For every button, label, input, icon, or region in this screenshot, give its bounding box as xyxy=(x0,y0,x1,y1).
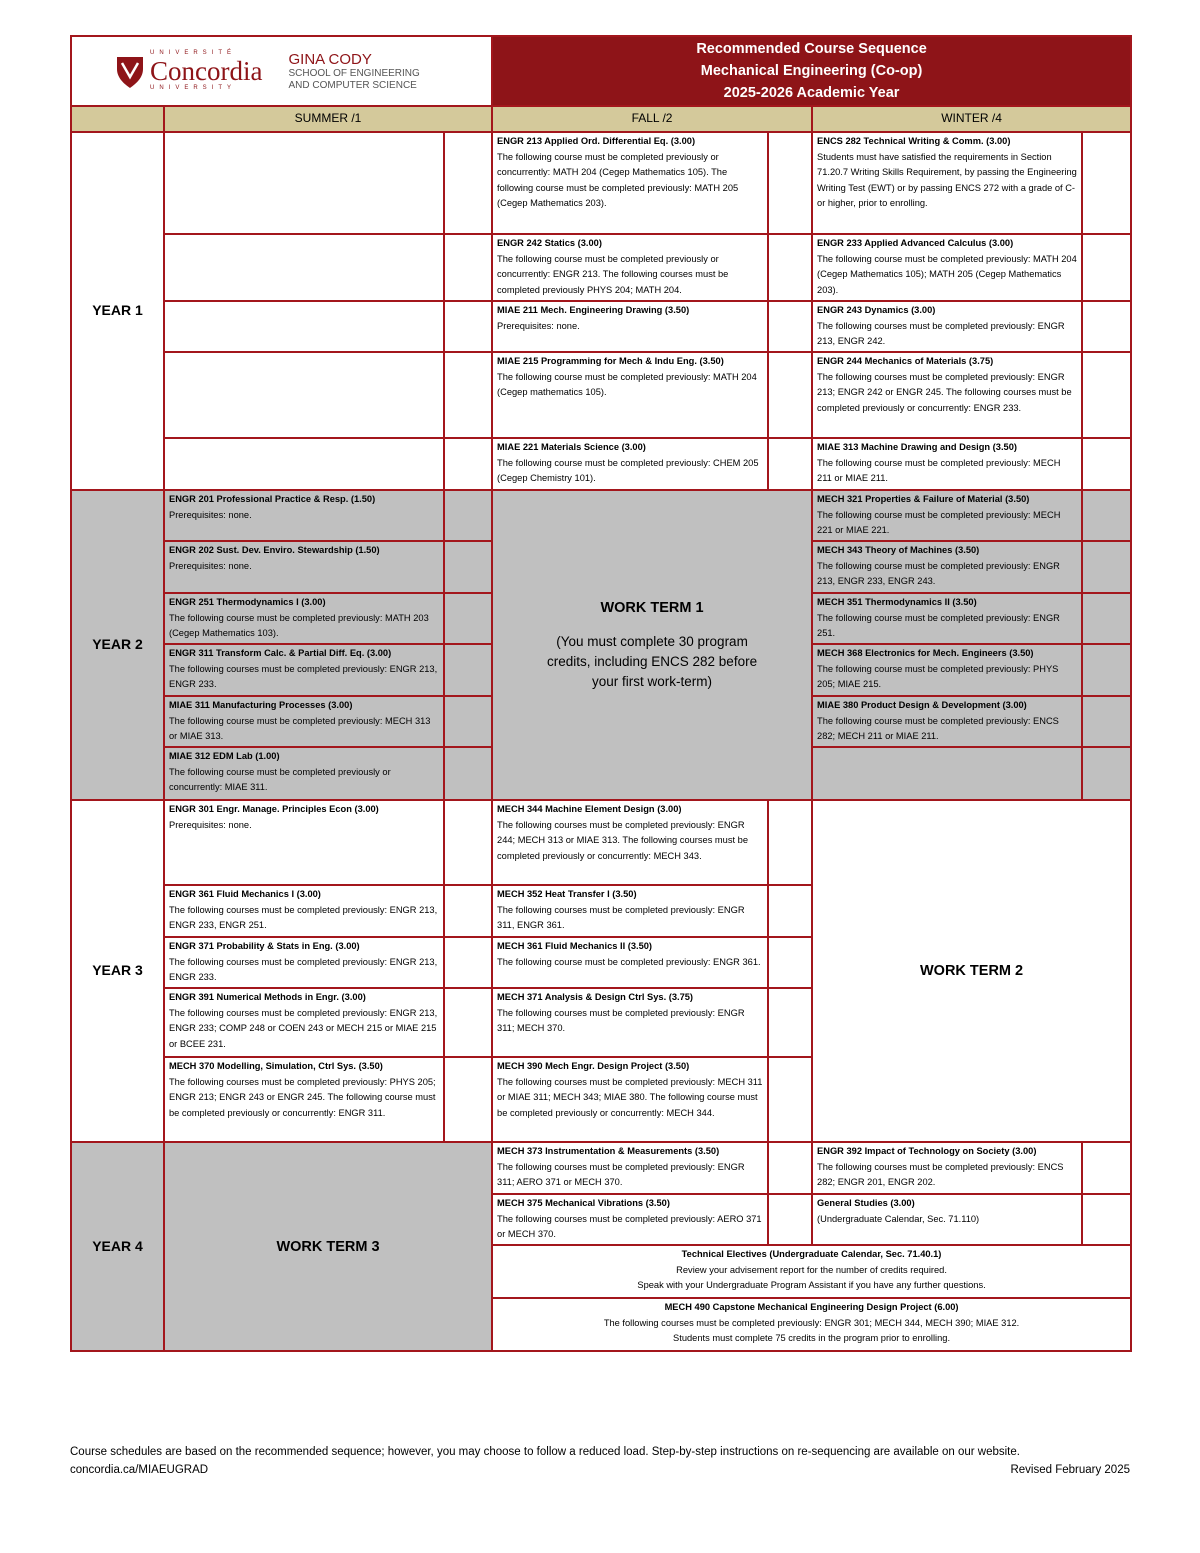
course-title: MIAE 313 Machine Drawing and Design (3.50) xyxy=(817,442,1017,452)
course-requirement: The following courses must be completed previously: ENGR 213; ENGR 242 or ENGR 245. The following courses must be completed previously or concurrently: ENGR 233. xyxy=(817,371,1072,413)
course-check xyxy=(444,696,492,747)
course-cell xyxy=(492,937,768,988)
course-cell xyxy=(164,490,444,541)
course-cell xyxy=(812,696,1082,747)
course-requirement: The following course must be completed previously or concurrently: MATH 204 (Cegep Mathematics 105). The following course must be completed previously: MATH 205 (Cegep Mathematics 203). xyxy=(497,151,739,209)
course-check xyxy=(768,800,812,885)
shield-icon xyxy=(116,53,144,89)
course-requirement: The following course must be completed previously: MATH 204 (Cegep mathematics 105). xyxy=(497,371,757,398)
header-blank xyxy=(71,106,164,132)
work-term-1 xyxy=(492,490,812,800)
course-requirement: Prerequisites: none. xyxy=(497,320,580,331)
course-check xyxy=(444,593,492,644)
course-cell xyxy=(164,800,444,885)
course-check xyxy=(444,988,492,1057)
sequence-title-banner xyxy=(492,36,1131,106)
course-title: MIAE 215 Programming for Mech & Indu Eng. (3.50) xyxy=(497,356,724,366)
course-title: ENGR 213 Applied Ord. Differential Eq. (3.00) xyxy=(497,136,696,146)
course-cell xyxy=(492,1057,768,1142)
course-requirement: Prerequisites: none. xyxy=(169,819,252,830)
empty-check xyxy=(444,234,492,301)
course-title: ENCS 282 Technical Writing & Comm. (3.00) xyxy=(817,136,1011,146)
course-requirement: Review your advisement report for the number of credits required. xyxy=(676,1264,947,1275)
course-title: ENGR 251 Thermodynamics I (3.00) xyxy=(169,597,326,607)
course-cell xyxy=(164,937,444,988)
empty-check xyxy=(444,301,492,352)
empty-cell xyxy=(812,747,1082,800)
work-term-3 xyxy=(164,1142,492,1351)
summer-header: SUMMER /1 xyxy=(164,106,492,132)
course-check xyxy=(768,1194,812,1245)
course-cell xyxy=(164,988,444,1057)
course-cell xyxy=(812,1142,1082,1194)
course-requirement: The following course must be completed previously: ENCS 282; MECH 211 or MIAE 211. xyxy=(817,715,1059,742)
course-check xyxy=(768,438,812,490)
course-requirement: The following course must be completed previously or concurrently: MIAE 311. xyxy=(169,766,391,793)
course-check xyxy=(768,352,812,438)
course-cell xyxy=(164,696,444,747)
course-title: ENGR 391 Numerical Methods in Engr. (3.00) xyxy=(169,992,366,1002)
course-requirement: The following course must be completed previously: ENGR 251. xyxy=(817,612,1060,639)
course-requirement: The following course must be completed previously: MECH 313 or MIAE 313. xyxy=(169,715,431,742)
course-requirement: The following course must be completed previously: MECH 221 or MIAE 221. xyxy=(817,509,1061,536)
course-check xyxy=(444,800,492,885)
empty-cell xyxy=(164,438,444,490)
work-term-3-title: WORK TERM 3 xyxy=(276,1238,380,1255)
course-cell xyxy=(492,1194,768,1245)
empty-cell xyxy=(164,234,444,301)
course-cell xyxy=(492,132,768,234)
title-line-1: Recommended Course Sequence xyxy=(696,41,927,57)
course-title: MECH 321 Properties & Failure of Material (3.50) xyxy=(817,494,1030,504)
course-requirement: (Undergraduate Calendar, Sec. 71.110) xyxy=(817,1213,980,1224)
empty-check xyxy=(1082,747,1131,800)
empty-check xyxy=(444,352,492,438)
empty-cell xyxy=(164,132,444,234)
course-requirement: The following courses must be completed previously: ENGR 213, ENGR 233, ENGR 251. xyxy=(169,904,438,931)
course-requirement: The following courses must be completed previously: ENGR 213, ENGR 242. xyxy=(817,320,1065,347)
course-title: MECH 490 Capstone Mechanical Engineering Design Project (6.00) xyxy=(664,1302,959,1312)
course-requirement: The following courses must be completed previously: ENGR 244; MECH 313 or MIAE 313. The following courses must be completed previously or concurrently: MECH 343. xyxy=(497,819,748,861)
course-check xyxy=(444,937,492,988)
year-3-label: YEAR 3 xyxy=(71,800,164,1142)
course-title: MECH 368 Electronics for Mech. Engineers (3.50) xyxy=(817,648,1034,658)
course-check xyxy=(444,644,492,696)
course-title: ENGR 233 Applied Advanced Calculus (3.00) xyxy=(817,238,1014,248)
course-title: MECH 343 Theory of Machines (3.50) xyxy=(817,545,980,555)
course-cell xyxy=(164,541,444,593)
course-cell xyxy=(492,301,768,352)
course-title: MECH 351 Thermodynamics II (3.50) xyxy=(817,597,977,607)
course-title: ENGR 301 Engr. Manage. Principles Econ (3.00) xyxy=(169,804,379,814)
empty-cell xyxy=(164,352,444,438)
course-check xyxy=(768,988,812,1057)
course-title: MECH 361 Fluid Mechanics II (3.50) xyxy=(497,941,653,951)
course-check xyxy=(1082,696,1131,747)
course-title: MIAE 211 Mech. Engineering Drawing (3.50) xyxy=(497,305,690,315)
course-requirement: The following course must be completed previously: CHEM 205 (Cegep Chemistry 101). xyxy=(497,457,759,484)
course-title: MIAE 312 EDM Lab (1.00) xyxy=(169,751,280,761)
course-requirement: The following course must be completed previously: MATH 204 (Cegep Mathematics 105); MATH 205 (Cegep Mathematics 203). xyxy=(817,253,1077,295)
course-check xyxy=(444,747,492,800)
course-title: ENGR 244 Mechanics of Materials (3.75) xyxy=(817,356,994,366)
course-cell xyxy=(812,1194,1082,1245)
empty-check xyxy=(444,438,492,490)
course-check xyxy=(444,490,492,541)
course-cell xyxy=(492,800,768,885)
course-cell xyxy=(164,885,444,937)
course-cell xyxy=(812,593,1082,644)
concordia-logo: UNIVERSITÉ Concordia UNIVERSITY GINA CODY SCHOOL OF ENGINEERING AND COMPUTER SCIENCE xyxy=(72,40,491,102)
course-requirement: Prerequisites: none. xyxy=(169,509,252,520)
course-requirement: The following course must be completed previously: MECH 211 or MIAE 211. xyxy=(817,457,1061,484)
course-title: General Studies (3.00) xyxy=(817,1198,915,1208)
course-requirement: The following courses must be completed previously: AERO 371 or MECH 370. xyxy=(497,1213,762,1240)
course-title: ENGR 202 Sust. Dev. Enviro. Stewardship (1.50) xyxy=(169,545,380,555)
course-requirement: The following courses must be completed previously: ENCS 282; ENGR 201, ENGR 202. xyxy=(817,1161,1064,1188)
course-cell xyxy=(492,1142,768,1194)
work-term-1-note: (You must complete 30 program credits, including ENCS 282 before your first work-term) xyxy=(546,634,758,689)
course-title: MECH 390 Mech Engr. Design Project (3.50) xyxy=(497,1061,690,1071)
course-requirement: The following courses must be completed previously: ENGR 213, ENGR 233. xyxy=(169,956,438,983)
course-check xyxy=(1082,438,1131,490)
course-title: MECH 370 Modelling, Simulation, Ctrl Sys. (3.50) xyxy=(169,1061,383,1071)
course-requirement: The following course must be completed previously: MATH 203 (Cegep Mathematics 103). xyxy=(169,612,429,639)
empty-check xyxy=(444,132,492,234)
work-term-1-title: WORK TERM 1 xyxy=(600,600,704,616)
course-requirement: Students must have satisfied the requirements in Section 71.20.7 Writing Skills Requirement, by passing the Engineering Writing Test (EWT) or by passing ENCS 272 with a grade of C- or higher, prior to enrolling. xyxy=(817,151,1077,209)
course-cell xyxy=(164,644,444,696)
course-check xyxy=(444,885,492,937)
course-check xyxy=(768,885,812,937)
course-check xyxy=(1082,490,1131,541)
course-check xyxy=(768,1142,812,1194)
course-cell xyxy=(812,438,1082,490)
course-check xyxy=(444,541,492,593)
course-cell xyxy=(812,490,1082,541)
course-requirement: The following course must be completed previously: ENGR 361. xyxy=(497,956,761,967)
course-requirement: The following courses must be completed previously: ENGR 311; AERO 371 or MECH 370. xyxy=(497,1161,745,1188)
course-check xyxy=(1082,301,1131,352)
course-cell xyxy=(812,234,1082,301)
course-check xyxy=(444,1057,492,1142)
work-term-2-title: WORK TERM 2 xyxy=(919,963,1024,979)
course-cell xyxy=(492,885,768,937)
course-requirement: The following courses must be completed previously: ENGR 311, ENGR 361. xyxy=(497,904,745,931)
course-cell xyxy=(812,541,1082,593)
course-requirement: Prerequisites: none. xyxy=(169,560,252,571)
course-title: MIAE 311 Manufacturing Processes (3.00) xyxy=(169,700,353,710)
course-title: MECH 375 Mechanical Vibrations (3.50) xyxy=(497,1198,670,1208)
logo-cell xyxy=(71,36,492,106)
course-cell xyxy=(164,593,444,644)
course-title: MECH 344 Machine Element Design (3.00) xyxy=(497,804,682,814)
course-check xyxy=(1082,1142,1131,1194)
course-check xyxy=(1082,234,1131,301)
course-title: MIAE 380 Product Design & Development (3.00) xyxy=(817,700,1027,710)
course-requirement: The following courses must be completed previously: PHYS 205; ENGR 213; ENGR 243 or ENGR 245. The following course must be completed previously or concurrently: ENGR 311. xyxy=(169,1076,436,1118)
course-title: ENGR 392 Impact of Technology on Society (3.00) xyxy=(817,1146,1037,1156)
course-requirement: The following courses must be completed previously: MECH 311 or MIAE 311; MECH 343; MIAE 380. The following course must be completed previously or concurrently: MECH 344. xyxy=(497,1076,763,1118)
course-cell xyxy=(812,301,1082,352)
course-cell xyxy=(492,438,768,490)
course-cell xyxy=(812,132,1082,234)
title-line-2: Mechanical Engineering (Co-op) xyxy=(700,63,923,79)
course-title: ENGR 242 Statics (3.00) xyxy=(497,238,602,248)
course-requirement: The following course must be completed previously: ENGR 213, ENGR 233, ENGR 243. xyxy=(817,560,1060,587)
technical-electives xyxy=(492,1245,1131,1298)
year-2-label: YEAR 2 xyxy=(71,490,164,800)
course-check xyxy=(1082,132,1131,234)
course-cell xyxy=(164,1057,444,1142)
course-check xyxy=(1082,644,1131,696)
course-title: ENGR 371 Probability & Stats in Eng. (3.00) xyxy=(169,941,360,951)
capstone-project xyxy=(492,1298,1131,1351)
year-4-label: YEAR 4 xyxy=(71,1142,164,1351)
course-cell xyxy=(492,352,768,438)
course-title: ENGR 201 Professional Practice & Resp. (1.50) xyxy=(169,494,376,504)
course-cell xyxy=(492,234,768,301)
course-title: ENGR 243 Dynamics (3.00) xyxy=(817,305,936,315)
course-title: MIAE 221 Materials Science (3.00) xyxy=(497,442,646,452)
course-check xyxy=(1082,593,1131,644)
year-1-label: YEAR 1 xyxy=(71,132,164,490)
course-check xyxy=(768,234,812,301)
course-title: ENGR 311 Transform Calc. & Partial Diff. Eq. (3.00) xyxy=(169,648,392,658)
course-requirement: The following course must be completed previously or concurrently: ENGR 213. The following courses must be completed previously PHYS 204; MATH 204. xyxy=(497,253,729,295)
fall-header: FALL /2 xyxy=(492,106,812,132)
footer-note: Course schedules are based on the recommended sequence; however, you may choose to follow a reduced load. Step-by-step instructions on re-sequencing are available on our website. xyxy=(70,1446,1020,1458)
footer xyxy=(70,1443,1130,1479)
course-check xyxy=(1082,541,1131,593)
course-title: ENGR 361 Fluid Mechanics I (3.00) xyxy=(169,889,321,899)
school-name: GINA CODY SCHOOL OF ENGINEERING AND COMPUTER SCIENCE xyxy=(288,50,420,91)
course-requirement: The following courses must be completed previously: ENGR 301; MECH 344, MECH 390; MIAE 312. xyxy=(603,1317,1020,1328)
course-check xyxy=(768,1057,812,1142)
course-check xyxy=(1082,352,1131,438)
course-cell xyxy=(164,747,444,800)
footer-url[interactable]: concordia.ca/MIAEUGRAD xyxy=(70,1464,209,1476)
winter-header: WINTER /4 xyxy=(812,106,1131,132)
course-requirement: Speak with your Undergraduate Program Assistant if you have any further questions. xyxy=(637,1280,986,1291)
course-requirement: The following courses must be completed previously: ENGR 213, ENGR 233; COMP 248 or COEN 243 or MECH 215 or MIAE 215 or BCEE 231. xyxy=(169,1007,438,1049)
revised-date: Revised February 2025 xyxy=(1010,1464,1130,1476)
work-term-2 xyxy=(812,800,1131,1142)
course-requirement: The following course must be completed previously: PHYS 205; MIAE 215. xyxy=(817,663,1059,690)
course-cell xyxy=(812,352,1082,438)
course-check xyxy=(768,937,812,988)
course-cell xyxy=(812,644,1082,696)
course-cell xyxy=(492,988,768,1057)
course-title: MECH 352 Heat Transfer I (3.50) xyxy=(497,889,637,899)
course-check xyxy=(1082,1194,1131,1245)
title-line-3: 2025-2026 Academic Year xyxy=(723,85,900,101)
course-check xyxy=(768,132,812,234)
course-title: MECH 373 Instrumentation & Measurements (3.50) xyxy=(497,1146,720,1156)
course-title: MECH 371 Analysis & Design Ctrl Sys. (3.75) xyxy=(497,992,694,1002)
course-title: Technical Electives (Undergraduate Calendar, Sec. 71.40.1) xyxy=(681,1249,942,1259)
empty-cell xyxy=(164,301,444,352)
course-requirement: The following courses must be completed previously: ENGR 213, ENGR 233. xyxy=(169,663,438,690)
course-check xyxy=(768,301,812,352)
course-requirement: Students must complete 75 credits in the program prior to enrolling. xyxy=(673,1333,951,1344)
course-requirement: The following courses must be completed previously: ENGR 311; MECH 370. xyxy=(497,1007,745,1034)
course-sequence-table xyxy=(70,35,1132,1352)
